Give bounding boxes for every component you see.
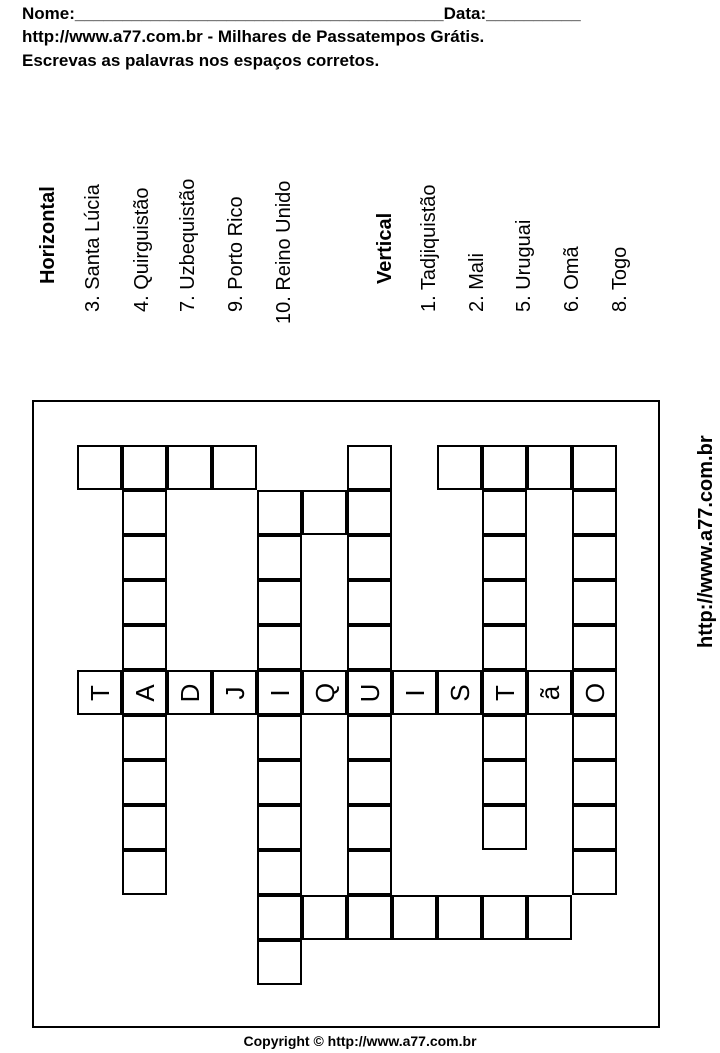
horizontal-title: Horizontal	[37, 186, 59, 284]
grid-cell[interactable]	[572, 805, 617, 850]
grid-cell[interactable]	[437, 895, 482, 940]
grid-cell-filled[interactable]	[437, 670, 482, 715]
grid-cell[interactable]	[347, 625, 392, 670]
site-line: http://www.a77.com.br - Milhares de Passatempos Grátis.	[22, 27, 485, 46]
grid-cell[interactable]	[572, 625, 617, 670]
horizontal-clue: 9. Porto Rico	[225, 196, 247, 312]
grid-cell[interactable]	[167, 445, 212, 490]
cell-letter: I	[264, 688, 295, 697]
grid-cell[interactable]	[392, 895, 437, 940]
grid-cell[interactable]	[122, 805, 167, 850]
date-label: Data:	[443, 4, 487, 23]
grid-cell[interactable]	[347, 580, 392, 625]
grid-cell[interactable]	[347, 490, 392, 535]
grid-cell-filled[interactable]	[482, 670, 527, 715]
grid-cell[interactable]	[122, 445, 167, 490]
grid-cell-filled[interactable]	[527, 670, 572, 715]
grid-cell[interactable]	[572, 535, 617, 580]
vertical-title: Vertical	[374, 212, 396, 284]
grid-cell-filled[interactable]	[122, 670, 167, 715]
grid-cell[interactable]	[482, 490, 527, 535]
grid-cell[interactable]	[527, 445, 572, 490]
grid-cell-filled[interactable]	[572, 670, 617, 715]
date-blank[interactable]: __________	[486, 4, 581, 23]
grid-cell[interactable]	[257, 535, 302, 580]
grid-cell[interactable]	[257, 490, 302, 535]
cell-letter: O	[579, 682, 610, 703]
grid-cell[interactable]	[572, 490, 617, 535]
vertical-clue: 8. Togo	[609, 246, 631, 312]
grid-cell[interactable]	[437, 445, 482, 490]
grid-cell[interactable]	[122, 715, 167, 760]
grid-cell[interactable]	[482, 625, 527, 670]
grid-cell[interactable]	[302, 490, 347, 535]
grid-cell[interactable]	[482, 535, 527, 580]
vertical-clue: 1. Tadjiquistão	[418, 184, 440, 312]
cell-letter: T	[489, 684, 520, 701]
cell-letter: A	[129, 683, 160, 702]
grid-cell[interactable]	[257, 580, 302, 625]
grid-cell[interactable]	[482, 805, 527, 850]
grid-cell[interactable]	[122, 850, 167, 895]
grid-cell[interactable]	[122, 625, 167, 670]
grid-cell-filled[interactable]	[77, 670, 122, 715]
grid-cell[interactable]	[257, 940, 302, 985]
grid-cell-filled[interactable]	[302, 670, 347, 715]
grid-cell[interactable]	[257, 850, 302, 895]
grid-cell-filled[interactable]	[347, 670, 392, 715]
horizontal-clue: 4. Quirguistão	[131, 187, 153, 312]
vertical-clue: 6. Omã	[561, 246, 583, 312]
grid-cell[interactable]	[572, 445, 617, 490]
cell-letter: T	[84, 684, 115, 701]
grid-cell[interactable]	[572, 580, 617, 625]
grid-cell[interactable]	[572, 715, 617, 760]
horizontal-clue: 10. Reino Unido	[273, 180, 295, 324]
grid-cell[interactable]	[257, 760, 302, 805]
grid-cell[interactable]	[212, 445, 257, 490]
grid-cell[interactable]	[482, 580, 527, 625]
grid-cell[interactable]	[122, 490, 167, 535]
grid-cell[interactable]	[347, 760, 392, 805]
grid-cell[interactable]	[347, 535, 392, 580]
grid-cell[interactable]	[257, 895, 302, 940]
cell-letter: U	[354, 683, 385, 702]
grid-cell[interactable]	[572, 760, 617, 805]
cell-letter: D	[174, 683, 205, 702]
side-url: http://www.a77.com.br	[695, 435, 717, 648]
grid-cell[interactable]	[347, 715, 392, 760]
grid-cell[interactable]	[122, 535, 167, 580]
cell-letter: I	[399, 688, 430, 697]
grid-cell[interactable]	[527, 895, 572, 940]
grid-cell-filled[interactable]	[212, 670, 257, 715]
grid-cell[interactable]	[257, 715, 302, 760]
grid-cell[interactable]	[77, 445, 122, 490]
name-blank[interactable]: _______________________________________	[74, 4, 444, 23]
name-label: Nome:	[22, 4, 75, 23]
instructions: Escrevas as palavras nos espaços corretos.	[22, 51, 380, 70]
grid-cell-filled[interactable]	[257, 670, 302, 715]
cell-letter: S	[444, 683, 475, 702]
vertical-clue: 2. Mali	[466, 253, 488, 312]
grid-cell[interactable]	[302, 895, 347, 940]
grid-cell[interactable]	[122, 760, 167, 805]
vertical-clue: 5. Uruguai	[513, 219, 535, 312]
horizontal-clue: 3. Santa Lúcia	[82, 184, 104, 312]
grid-cell[interactable]	[572, 850, 617, 895]
grid-cell-filled[interactable]	[167, 670, 212, 715]
grid-cell[interactable]	[347, 805, 392, 850]
cell-letter: ã	[534, 685, 565, 700]
grid-cell[interactable]	[257, 625, 302, 670]
grid-cell-filled[interactable]	[392, 670, 437, 715]
grid-cell[interactable]	[482, 715, 527, 760]
cell-letter: J	[219, 686, 250, 699]
grid-cell[interactable]	[482, 895, 527, 940]
name-date-line	[22, 4, 581, 24]
grid-cell[interactable]	[347, 895, 392, 940]
grid-cell[interactable]	[482, 445, 527, 490]
grid-cell[interactable]	[482, 760, 527, 805]
copyright: Copyright © http://www.a77.com.br	[243, 1033, 477, 1049]
grid-cell[interactable]	[347, 445, 392, 490]
grid-cell[interactable]	[122, 580, 167, 625]
grid-cell[interactable]	[257, 805, 302, 850]
cell-letter: Q	[309, 682, 340, 703]
horizontal-clue: 7. Uzbequistão	[177, 178, 199, 312]
grid-cell[interactable]	[347, 850, 392, 895]
